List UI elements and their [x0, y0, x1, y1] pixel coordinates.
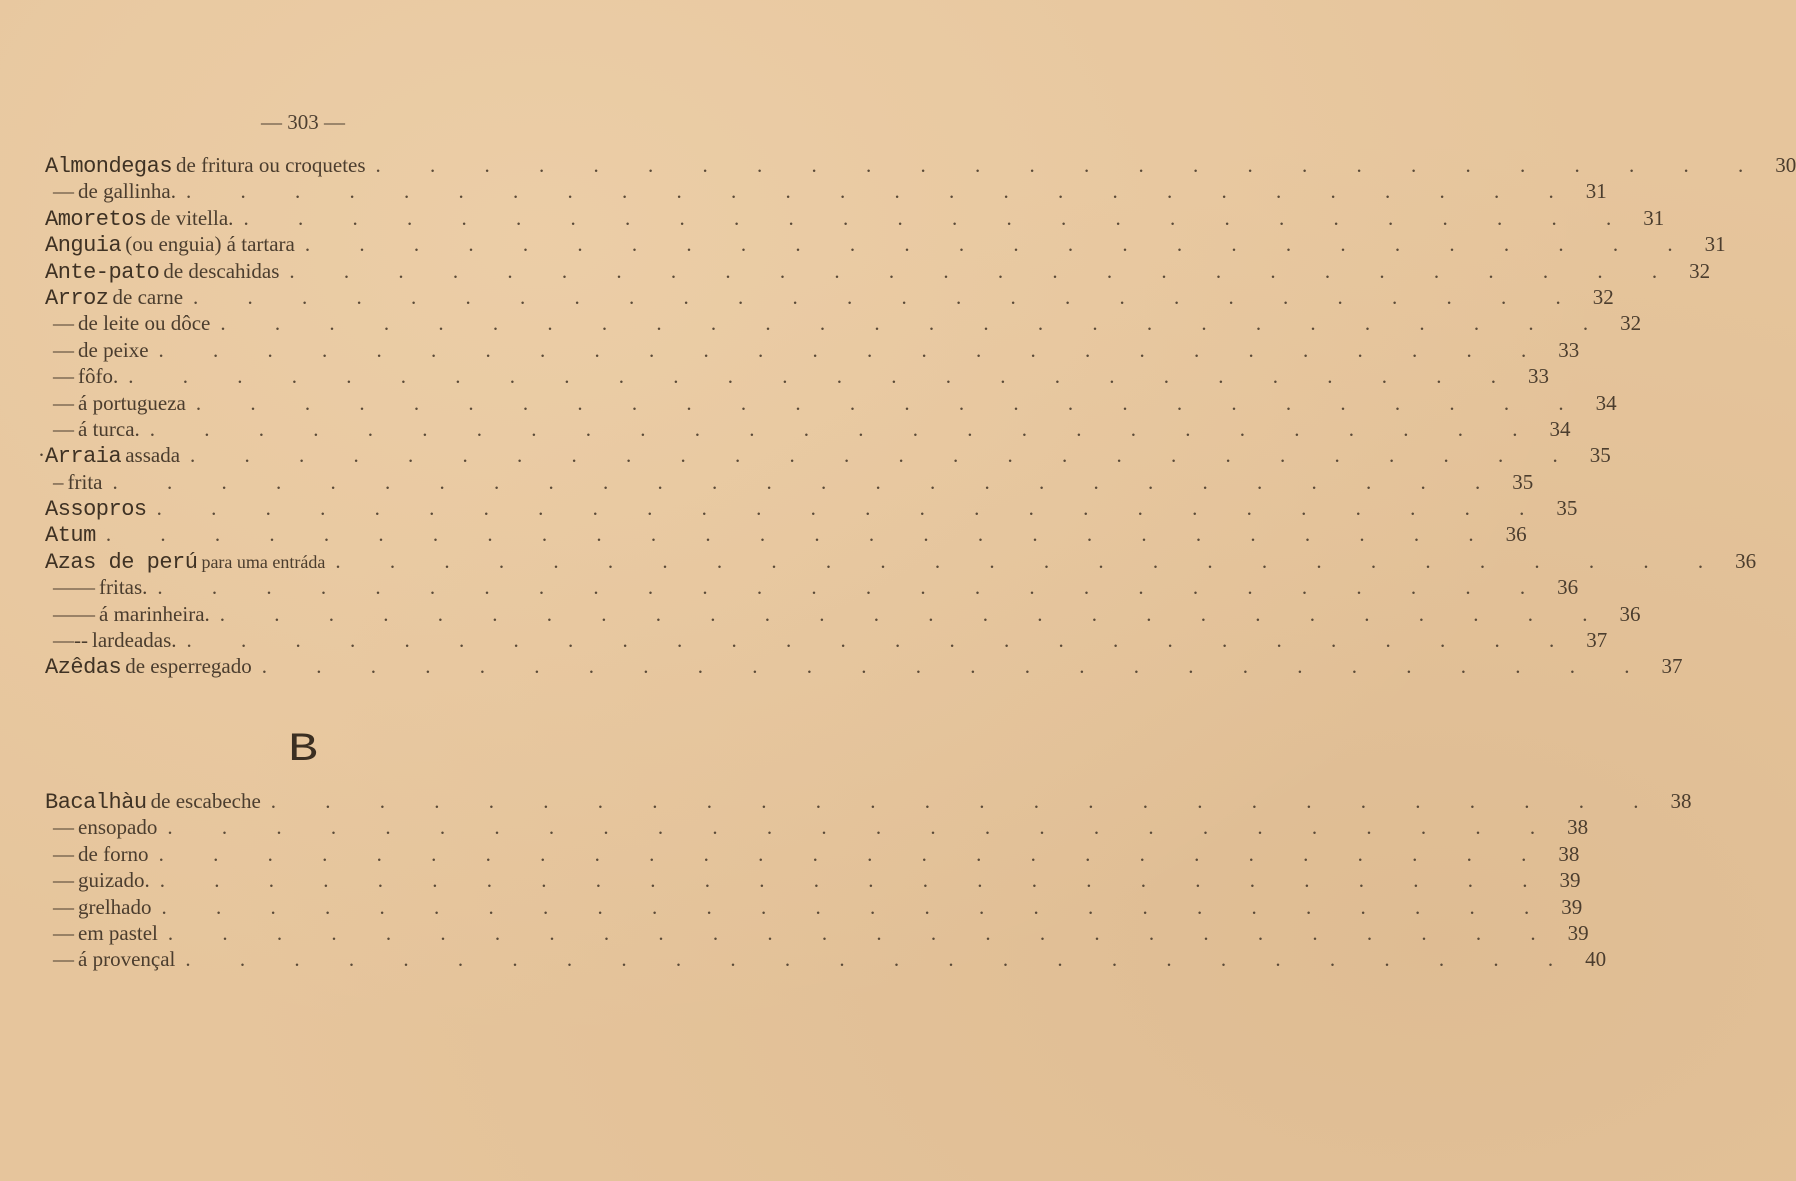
index-entry	[45, 152, 1796, 179]
index-entry	[45, 894, 1583, 920]
ditto-dash: —	[53, 575, 74, 600]
index-entry	[45, 574, 1579, 600]
index-entry	[45, 653, 1683, 681]
entry-text: guizado.	[78, 868, 150, 893]
index-entry	[45, 337, 1580, 363]
entry-page-number: 33	[1558, 337, 1580, 362]
dot-leader: . . . . . . . . . . . . . . . . . . . . . . . . . .	[186, 628, 1577, 653]
entry-text: á portugueza	[78, 390, 186, 415]
entry-text: fritas.	[99, 575, 148, 600]
ditto-dash: —	[53, 337, 74, 362]
dot-leader: . . . . . . . . . . . . . . . . . . . . . . . . . .	[157, 575, 1548, 600]
ditto-dash: —	[53, 868, 74, 893]
ditto-dash: —	[74, 575, 95, 600]
ditto-dash: —	[53, 947, 74, 972]
dot-leader: . . . . . . . . . . . . . . . . . . . . . . . . . .	[261, 654, 1652, 679]
index-entry	[45, 601, 1641, 627]
dot-leader: . . . . . . . . . . . . . . . . . . . . . . . . . .	[190, 443, 1580, 468]
dot-leader: . . . . . . . . . . . . . . . . . . . . . . . . . .	[195, 390, 1586, 415]
entry-text: á marinheira.	[99, 601, 210, 626]
dot-leader: . . . . . . . . . . . . . . . . . . . . . . . . . .	[304, 232, 1695, 257]
index-entry	[45, 469, 1534, 495]
entry-page-number: 34	[1549, 416, 1571, 441]
entry-page-number: 38	[1558, 841, 1580, 866]
index-section-a	[38, 152, 1796, 681]
index-entry	[45, 627, 1608, 653]
entry-text: á provençal	[78, 947, 176, 972]
entry-page-number: 39	[1559, 868, 1581, 893]
ditto-dash: —	[53, 815, 74, 840]
ditto-dash: —	[53, 920, 74, 945]
index-entry	[45, 284, 1614, 311]
index-entry	[45, 867, 1581, 893]
entry-heading: Bacalhàu	[45, 790, 147, 815]
entry-text: de gallinha.	[78, 179, 176, 204]
entry-page-number: 35	[1556, 496, 1578, 521]
index-entry	[45, 788, 1692, 815]
entry-page-number: 31	[1704, 232, 1726, 257]
entry-page-number: 36	[1735, 548, 1757, 573]
entry-page-number: 35	[1512, 469, 1534, 494]
dot-leader: . . . . . . . . . . . . . . . . . . . . . . . . . .	[158, 841, 1549, 866]
dot-leader: . . . . . . . . . . . . . . . . . . . . . . . . . .	[167, 920, 1558, 945]
entry-text: de descahidas	[163, 258, 280, 283]
entry-page-number: 36	[1505, 522, 1527, 547]
entry-text: de fritura ou croquetes	[176, 153, 366, 177]
ditto-dash: —	[53, 601, 74, 626]
entry-page-number: 39	[1561, 894, 1583, 919]
index-entry	[45, 495, 1578, 523]
ditto-dash: —	[53, 390, 74, 415]
index-entry	[45, 310, 1642, 336]
index-section-b	[45, 788, 1692, 973]
ditto-dash: --	[74, 628, 88, 653]
entry-text: de leite ou dôce	[78, 311, 211, 336]
dot-leader: . . . . . . . . . . . . . . . . . . . . . . . . . .	[149, 416, 1540, 441]
entry-text: de esperregado	[125, 654, 252, 679]
entry-text: grelhado	[78, 894, 152, 919]
ditto-dash: —	[53, 364, 74, 389]
entry-page-number: 38	[1567, 815, 1589, 840]
entry-heading: Arraia	[45, 444, 122, 470]
entry-heading: Arroz	[45, 285, 109, 311]
entry-text: frita	[67, 469, 103, 494]
index-entry	[45, 548, 1757, 575]
dot-leader: . . . . . . . . . . . . . . . . . . . . . . . . . .	[105, 522, 1496, 547]
dot-leader: . . . . . . . . . . . . . . . . . . . . . . . . . .	[156, 496, 1547, 521]
dot-leader: . . . . . . . . . . . . . . . . . . . . . . . . . .	[270, 789, 1661, 813]
entry-text: lardeadas.	[92, 628, 177, 653]
index-entry	[45, 814, 1589, 840]
entry-page-number: 34	[1595, 390, 1617, 415]
dot-leader: . . . . . . . . . . . . . . . . . . . . . . . . . .	[243, 205, 1634, 230]
entry-text: de vitella.	[150, 205, 234, 230]
entry-heading: Anguia	[45, 233, 122, 259]
entry-text: ensopado	[78, 815, 158, 840]
entry-page-number: 32	[1620, 311, 1642, 336]
index-entry	[45, 390, 1617, 416]
ditto-dash: —	[53, 311, 74, 336]
entry-text: (ou enguia) á tartara	[125, 232, 295, 257]
dot-leader: . . . . . . . . . . . . . . . . . . . . . . . . . .	[375, 153, 1766, 177]
entry-text: á turca.	[78, 416, 140, 441]
entry-page-number: 30	[1775, 153, 1796, 177]
index-entry	[45, 416, 1571, 442]
entry-page-number: 33	[1528, 364, 1549, 389]
index-entry	[45, 178, 1607, 204]
entry-heading: Atum	[45, 523, 96, 549]
stray-mark: ·	[38, 443, 45, 468]
ditto-dash: —	[53, 628, 74, 653]
index-entry	[45, 205, 1665, 232]
entry-page-number: 38	[1670, 789, 1692, 813]
dot-leader: . . . . . . . . . . . . . . . . . . . . . . . . . .	[220, 311, 1611, 336]
entry-heading: Ante-pato	[45, 259, 160, 285]
index-entry	[45, 841, 1580, 867]
entry-page-number: 31	[1585, 179, 1607, 204]
entry-heading: Amoretos	[45, 206, 147, 232]
entry-heading: Azêdas	[45, 655, 122, 681]
index-entry	[45, 920, 1589, 946]
entry-page-number: 35	[1589, 443, 1611, 468]
entry-text: para uma entráda	[201, 551, 326, 572]
entry-text: fôfo.	[78, 364, 119, 389]
index-entry	[38, 442, 1611, 470]
entry-page-number: 40	[1585, 947, 1607, 972]
ditto-dash: —	[53, 416, 74, 441]
dot-leader: . . . . . . . . . . . . . . . . . . . . . . . . . .	[289, 258, 1680, 283]
section-letter-b: B	[287, 728, 318, 773]
dot-leader: . . . . . . . . . . . . . . . . . . . . . . . . . .	[128, 364, 1518, 389]
dot-leader: . . . . . . . . . . . . . . . . . . . . . . . . . .	[158, 337, 1549, 362]
dot-leader: . . . . . . . . . . . . . . . . . . . . . . . . . .	[185, 179, 1576, 204]
entry-text: de escabeche	[150, 789, 261, 813]
entry-text: de peixe	[78, 337, 149, 362]
dot-leader: . . . . . . . . . . . . . . . . . . . . . . . . . .	[193, 284, 1583, 309]
index-entry	[45, 231, 1726, 259]
ditto-dash: —	[53, 179, 74, 204]
entry-page-number: 31	[1643, 205, 1665, 230]
entry-page-number: 32	[1592, 284, 1614, 309]
entry-page-number: 37	[1661, 654, 1683, 679]
ditto-dash: —	[53, 841, 74, 866]
entry-text: de forno	[78, 841, 149, 866]
entry-text: assada	[125, 443, 181, 468]
entry-page-number: 39	[1567, 920, 1589, 945]
entry-text: de carne	[112, 284, 184, 309]
dot-leader: . . . . . . . . . . . . . . . . . . . . . . . . . .	[112, 469, 1503, 494]
ditto-dash: —	[74, 601, 95, 626]
index-entry	[45, 363, 1549, 389]
ditto-dash: —	[53, 894, 74, 919]
dot-leader: . . . . . . . . . . . . . . . . . . . . . . . . . .	[219, 601, 1610, 626]
ditto-dash: –	[53, 469, 64, 494]
dot-leader: . . . . . . . . . . . . . . . . . . . . . . . . . .	[161, 894, 1552, 919]
dot-leader: . . . . . . . . . . . . . . . . . . . . . . . . . .	[159, 868, 1550, 893]
entry-text: em pastel	[78, 920, 158, 945]
index-entry	[45, 521, 1527, 549]
index-entry	[45, 946, 1607, 972]
dot-leader: . . . . . . . . . . . . . . . . . . . . . . . . . .	[185, 947, 1576, 972]
page-number: — 303 —	[261, 110, 345, 134]
index-entry	[45, 258, 1711, 285]
dot-leader: . . . . . . . . . . . . . . . . . . . . . . . . . .	[335, 548, 1726, 573]
entry-heading: Almondegas	[45, 154, 173, 179]
entry-page-number: 36	[1619, 601, 1641, 626]
entry-page-number: 37	[1586, 628, 1608, 653]
entry-page-number: 32	[1689, 258, 1711, 283]
entry-page-number: 36	[1557, 575, 1579, 600]
dot-leader: . . . . . . . . . . . . . . . . . . . . . . . . . .	[167, 815, 1558, 840]
entry-heading: Azas de perú	[45, 549, 198, 575]
entry-heading: Assopros	[45, 497, 147, 523]
